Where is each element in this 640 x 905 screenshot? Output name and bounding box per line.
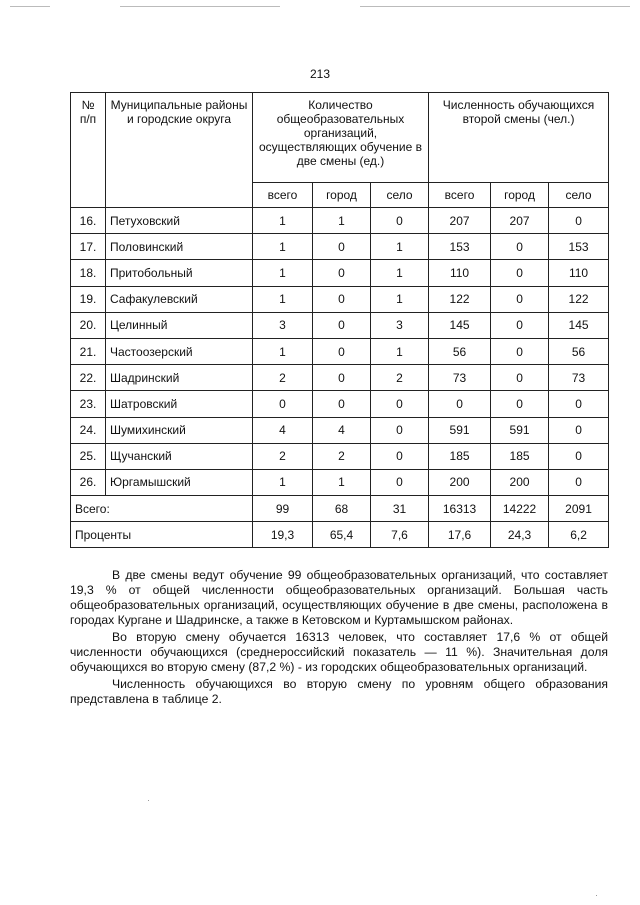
row-number: 22. <box>71 365 106 391</box>
value-cell: 56 <box>549 338 609 364</box>
value-cell: 4 <box>313 417 371 443</box>
value-cell: 153 <box>429 234 491 260</box>
value-cell: 0 <box>491 234 549 260</box>
scan-artifact-line <box>360 6 630 7</box>
district-name: Юргамышский <box>106 469 253 495</box>
body-text <box>70 568 608 709</box>
district-name: Половинский <box>106 234 253 260</box>
subheader-cell: всего <box>253 183 313 208</box>
value-cell: 0 <box>371 469 429 495</box>
value-cell: 110 <box>429 260 491 286</box>
row-number: 26. <box>71 469 106 495</box>
total-cell: 68 <box>313 496 371 522</box>
value-cell: 207 <box>491 208 549 234</box>
total-cell: 31 <box>371 496 429 522</box>
district-name: Частоозерский <box>106 338 253 364</box>
scan-speck <box>596 895 597 896</box>
value-cell: 0 <box>491 391 549 417</box>
total-row <box>71 496 609 522</box>
value-cell: 122 <box>429 286 491 312</box>
value-cell: 200 <box>491 469 549 495</box>
row-number: 18. <box>71 260 106 286</box>
percent-cell: 7,6 <box>371 522 429 548</box>
district-name: Петуховский <box>106 208 253 234</box>
value-cell: 1 <box>313 208 371 234</box>
paragraph: В две смены ведут обучение 99 общеобразовательных организаций, что составляет 19,3 % от общей численности общеобразовательных организаций. Большая часть общеобразовательных организаций, осуществляющих обучение в две смены, расположена в городах Кургане и Шадринске, а также в Кетовском и Куртамышском районах. <box>70 568 608 627</box>
value-cell: 73 <box>429 365 491 391</box>
value-cell: 1 <box>253 234 313 260</box>
value-cell: 0 <box>429 391 491 417</box>
row-number: 19. <box>71 286 106 312</box>
district-name: Притобольный <box>106 260 253 286</box>
value-cell: 1 <box>371 286 429 312</box>
value-cell: 110 <box>549 260 609 286</box>
value-cell: 200 <box>429 469 491 495</box>
district-name: Шадринский <box>106 365 253 391</box>
value-cell: 0 <box>491 338 549 364</box>
value-cell: 0 <box>371 417 429 443</box>
value-cell: 145 <box>549 312 609 338</box>
value-cell: 0 <box>549 391 609 417</box>
row-number: 24. <box>71 417 106 443</box>
value-cell: 185 <box>429 443 491 469</box>
table-row <box>71 338 609 364</box>
value-cell: 1 <box>253 338 313 364</box>
value-cell: 0 <box>549 208 609 234</box>
value-cell: 73 <box>549 365 609 391</box>
row-number: 17. <box>71 234 106 260</box>
percent-cell: 6,2 <box>549 522 609 548</box>
table-row <box>71 417 609 443</box>
row-number: 25. <box>71 443 106 469</box>
value-cell: 0 <box>371 391 429 417</box>
row-number: 20. <box>71 312 106 338</box>
district-name: Сафакулевский <box>106 286 253 312</box>
value-cell: 1 <box>253 260 313 286</box>
value-cell: 0 <box>371 443 429 469</box>
value-cell: 1 <box>371 234 429 260</box>
percent-cell: 24,3 <box>491 522 549 548</box>
total-cell: 2091 <box>549 496 609 522</box>
paragraph: Численность обучающихся во вторую смену по уровням общего образования представлена в таблице 2. <box>70 677 608 706</box>
value-cell: 0 <box>549 469 609 495</box>
paragraph: Во вторую смену обучается 16313 человек, что составляет 17,6 % от общей численности обучающихся (среднероссийский показатель — 11 %). Значительная доля обучающихся во вторую смену (87,2 %) - из городских общеобразовательных организаций. <box>70 630 608 674</box>
table-row <box>71 312 609 338</box>
subheader-cell: село <box>549 183 609 208</box>
table-row <box>71 391 609 417</box>
value-cell: 122 <box>549 286 609 312</box>
value-cell: 145 <box>429 312 491 338</box>
row-number: 21. <box>71 338 106 364</box>
value-cell: 3 <box>253 312 313 338</box>
value-cell: 0 <box>371 208 429 234</box>
table-row <box>71 443 609 469</box>
subheader-cell: город <box>313 183 371 208</box>
total-cell: 14222 <box>491 496 549 522</box>
table-row <box>71 260 609 286</box>
subheader-cell: город <box>491 183 549 208</box>
value-cell: 2 <box>253 443 313 469</box>
value-cell: 2 <box>371 365 429 391</box>
total-label: Всего: <box>71 496 253 522</box>
value-cell: 0 <box>491 312 549 338</box>
value-cell: 1 <box>313 469 371 495</box>
value-cell: 591 <box>491 417 549 443</box>
value-cell: 185 <box>491 443 549 469</box>
page-number: 213 <box>309 67 331 81</box>
value-cell: 0 <box>253 391 313 417</box>
table-row <box>71 286 609 312</box>
value-cell: 153 <box>549 234 609 260</box>
value-cell: 1 <box>253 286 313 312</box>
value-cell: 1 <box>253 469 313 495</box>
scan-speck <box>148 800 149 801</box>
district-name: Шатровский <box>106 391 253 417</box>
value-cell: 0 <box>549 443 609 469</box>
table-row <box>71 234 609 260</box>
value-cell: 4 <box>253 417 313 443</box>
value-cell: 2 <box>253 365 313 391</box>
district-name: Шумихинский <box>106 417 253 443</box>
header-students: Численность обучающихся второй смены (чел.) <box>429 93 609 183</box>
value-cell: 207 <box>429 208 491 234</box>
district-name: Целинный <box>106 312 253 338</box>
value-cell: 0 <box>491 286 549 312</box>
value-cell: 0 <box>313 312 371 338</box>
value-cell: 0 <box>313 391 371 417</box>
value-cell: 591 <box>429 417 491 443</box>
table-row <box>71 208 609 234</box>
scan-artifact-line <box>120 6 280 7</box>
percent-cell: 19,3 <box>253 522 313 548</box>
value-cell: 0 <box>491 365 549 391</box>
value-cell: 0 <box>313 365 371 391</box>
value-cell: 1 <box>253 208 313 234</box>
scan-artifact-line <box>10 6 50 7</box>
value-cell: 1 <box>371 260 429 286</box>
percent-row <box>71 522 609 548</box>
district-name: Щучанский <box>106 443 253 469</box>
value-cell: 56 <box>429 338 491 364</box>
row-number: 16. <box>71 208 106 234</box>
value-cell: 0 <box>313 338 371 364</box>
subheader-cell: село <box>371 183 429 208</box>
percent-cell: 65,4 <box>313 522 371 548</box>
value-cell: 1 <box>371 338 429 364</box>
percent-cell: 17,6 <box>429 522 491 548</box>
header-orgs: Количество общеобразовательных организаций, осуществляющих обучение в две смены (ед.) <box>253 93 429 183</box>
total-cell: 99 <box>253 496 313 522</box>
total-cell: 16313 <box>429 496 491 522</box>
header-district: Муниципальные районы и городские округа <box>106 93 253 208</box>
two-shift-table <box>70 92 609 548</box>
percent-label: Проценты <box>71 522 253 548</box>
value-cell: 0 <box>313 234 371 260</box>
value-cell: 2 <box>313 443 371 469</box>
value-cell: 0 <box>313 286 371 312</box>
row-number: 23. <box>71 391 106 417</box>
value-cell: 0 <box>313 260 371 286</box>
value-cell: 0 <box>491 260 549 286</box>
value-cell: 3 <box>371 312 429 338</box>
table-row <box>71 365 609 391</box>
value-cell: 0 <box>549 417 609 443</box>
subheader-cell: всего <box>429 183 491 208</box>
table-row <box>71 469 609 495</box>
header-num: № п/п <box>71 93 106 208</box>
